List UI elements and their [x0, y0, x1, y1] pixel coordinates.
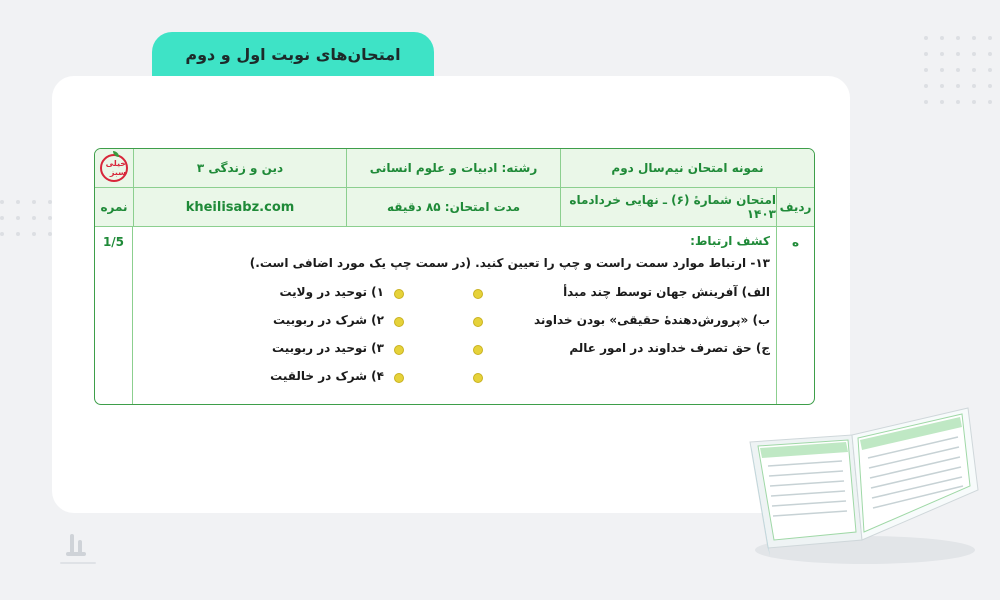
open-book-illustration — [740, 400, 980, 570]
website-link[interactable]: kheilisabz.com — [185, 199, 295, 215]
section-title: کشف ارتباط: — [690, 234, 770, 248]
logo-cell — [95, 149, 133, 188]
row-letter: ه — [791, 235, 800, 249]
question-score: 1/5 — [102, 235, 125, 249]
exam-title-cell — [560, 149, 814, 188]
right-item: ج) حق تصرف خداوند در امور عالم — [569, 341, 770, 355]
exam-title: نمونه امتحان نیم‌سال دوم — [611, 161, 764, 175]
exam-duration: مدت امتحان: ۸۵ دقیقه — [386, 200, 521, 214]
publisher-logo-text: خیلی سبز — [105, 159, 126, 177]
exam-sheet — [94, 148, 815, 405]
left-item: ۱) توحید در ولایت — [279, 285, 384, 299]
left-item: ۲) شرک در ربوبیت — [272, 313, 384, 327]
duration-cell — [346, 188, 560, 227]
decorative-dot-grid — [924, 36, 992, 104]
field-cell — [346, 149, 560, 188]
score-cell — [95, 227, 133, 405]
subject-cell — [133, 149, 346, 188]
tab-title: امتحان‌های نوبت اول و دوم — [185, 44, 401, 64]
subject-label: دین و زندگی ۳ — [196, 161, 284, 175]
score-label: نمره — [100, 200, 128, 214]
match-dot-right[interactable] — [473, 317, 483, 327]
question-text: ۱۳- ارتباط موارد سمت راست و چپ را تعیین کنید. (در سمت چپ یک مورد اضافی است.) — [249, 256, 770, 270]
match-dot-right[interactable] — [473, 345, 483, 355]
match-dot-left[interactable] — [394, 289, 404, 299]
match-dot-left[interactable] — [394, 373, 404, 383]
row-letter-cell — [776, 227, 814, 405]
match-dot-left[interactable] — [394, 345, 404, 355]
right-item: ب) «پرورش‌دهندهٔ حقیقی» بودن خداوند — [533, 313, 770, 327]
row-label-cell — [776, 188, 814, 227]
match-dot-left[interactable] — [394, 317, 404, 327]
section-tab — [152, 32, 434, 76]
left-item: ۴) شرک در خالقیت — [270, 369, 384, 383]
field-label: رشته: ادبیات و علوم انسانی — [369, 161, 538, 175]
right-item: الف) آفرینش جهان توسط چند مبدأ — [563, 285, 770, 299]
question-area — [133, 227, 776, 405]
exam-number-cell — [560, 188, 776, 227]
match-dot-right[interactable] — [473, 289, 483, 299]
exam-number: امتحان شمارهٔ (۶) ـ نهایی خردادماه ۱۴۰۳ — [569, 193, 776, 221]
left-item: ۳) توحید در ربوبیت — [272, 341, 384, 355]
match-dot-right[interactable] — [473, 373, 483, 383]
website-cell — [133, 188, 346, 227]
publisher-logo — [100, 154, 128, 182]
score-label-cell — [95, 188, 133, 227]
brand-watermark-icon — [56, 530, 100, 570]
row-label: ردیف — [779, 200, 812, 214]
